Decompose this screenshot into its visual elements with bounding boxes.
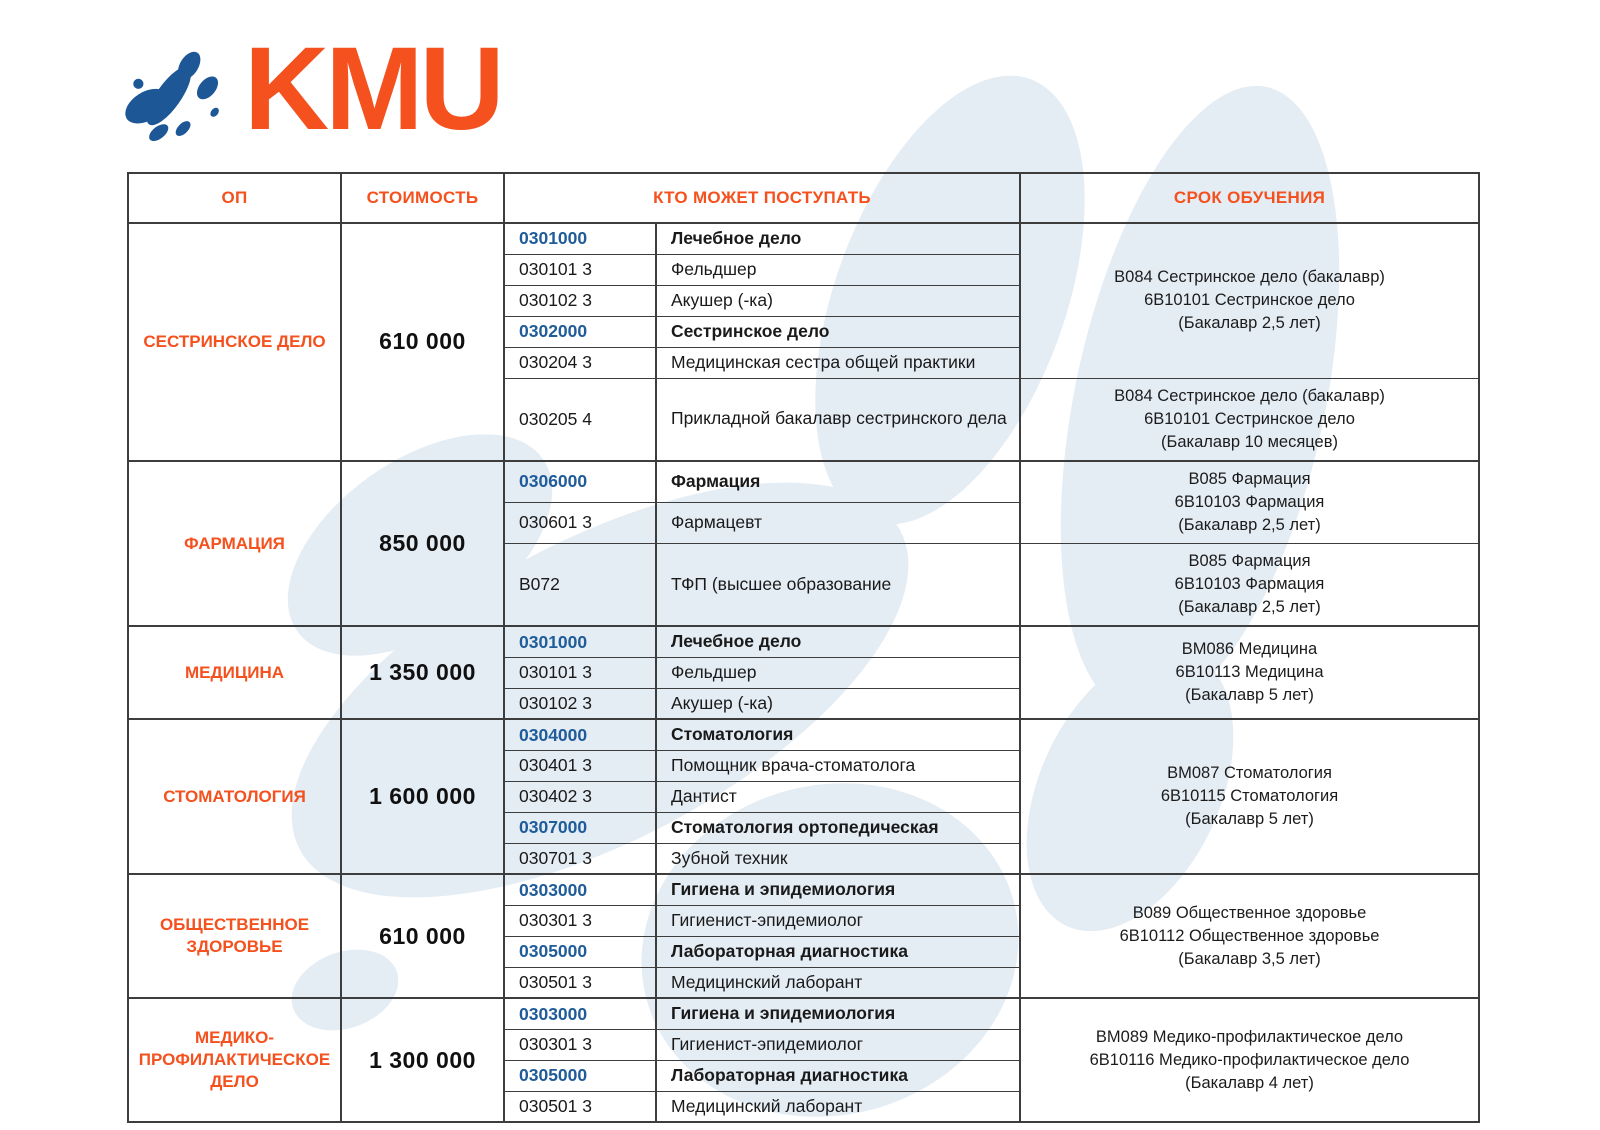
table-row — [128, 223, 1479, 254]
specialty-code-cell: 030501 3 — [504, 967, 656, 998]
column-header-program: ОП — [128, 173, 341, 223]
duration-line: (Бакалавр 2,5 лет) — [1178, 515, 1321, 534]
duration-line: 6B10101 Сестринское дело — [1144, 409, 1355, 428]
table-row — [128, 461, 1479, 502]
duration-line: (Бакалавр 2,5 лет) — [1178, 598, 1321, 617]
specialty-code-cell: 0301000 — [504, 223, 656, 254]
specialty-name-cell: Дантист — [656, 781, 1020, 812]
duration-line: (Бакалавр 5 лет) — [1185, 810, 1314, 829]
duration-line: (Бакалавр 10 месяцев) — [1161, 432, 1338, 451]
tuition-table — [127, 172, 1480, 1123]
duration-cell — [1020, 719, 1479, 874]
specialty-code-cell: 0307000 — [504, 812, 656, 843]
duration-line: B085 Фармация — [1188, 552, 1311, 571]
specialty-code-cell: 030204 3 — [504, 347, 656, 378]
specialty-name-cell: Фармация — [656, 461, 1020, 502]
duration-line: (Бакалавр 3,5 лет) — [1178, 949, 1321, 968]
price-cell: 1 600 000 — [341, 719, 504, 874]
specialty-code-cell: 030101 3 — [504, 657, 656, 688]
specialty-name-cell: Медицинский лаборант — [656, 1091, 1020, 1122]
specialty-name-cell: Зубной техник — [656, 843, 1020, 874]
table-row — [128, 719, 1479, 750]
specialty-code-cell: 0304000 — [504, 719, 656, 750]
duration-line: (Бакалавр 5 лет) — [1185, 686, 1314, 705]
logo-text: KMU — [244, 23, 501, 155]
specialty-code-cell: 0305000 — [504, 1060, 656, 1091]
program-cell: ФАРМАЦИЯ — [128, 461, 341, 627]
specialty-code-cell: 030205 4 — [504, 378, 656, 461]
duration-line: 6B10116 Медико-профилактическое дело — [1089, 1050, 1410, 1069]
specialty-code-cell: B072 — [504, 544, 656, 627]
price-cell: 850 000 — [341, 461, 504, 627]
specialty-name-cell: Медицинский лаборант — [656, 967, 1020, 998]
logo — [116, 23, 501, 155]
table-row — [128, 874, 1479, 905]
duration-line: (Бакалавр 4 лет) — [1185, 1073, 1314, 1092]
specialty-code-cell: 030102 3 — [504, 688, 656, 719]
price-cell: 610 000 — [341, 874, 504, 998]
specialty-code-cell: 030601 3 — [504, 502, 656, 543]
specialty-name-cell: Лечебное дело — [656, 223, 1020, 254]
specialty-name-cell: Фармацевт — [656, 502, 1020, 543]
specialty-name-cell: Гигиена и эпидемиология — [656, 874, 1020, 905]
specialty-code-cell: 0305000 — [504, 936, 656, 967]
specialty-name-cell: Фельдшер — [656, 254, 1020, 285]
specialty-name-cell: Акушер (-ка) — [656, 285, 1020, 316]
specialty-name-cell: Прикладной бакалавр сестринского дела — [656, 378, 1020, 461]
duration-line: 6B10101 Сестринское дело — [1144, 291, 1355, 310]
duration-cell — [1020, 223, 1479, 378]
specialty-code-cell: 0302000 — [504, 316, 656, 347]
duration-cell — [1020, 998, 1479, 1122]
duration-line: B084 Сестринское дело (бакалавр) — [1114, 268, 1385, 287]
duration-line: B085 Фармация — [1188, 469, 1311, 488]
duration-line: 6B10103 Фармация — [1174, 575, 1325, 594]
duration-line: BM086 Медицина — [1181, 640, 1318, 659]
program-cell: СТОМАТОЛОГИЯ — [128, 719, 341, 874]
specialty-name-cell: Акушер (-ка) — [656, 688, 1020, 719]
specialty-name-cell: Фельдшер — [656, 657, 1020, 688]
column-header-duration: СРОК ОБУЧЕНИЯ — [1020, 173, 1479, 223]
specialty-code-cell: 030102 3 — [504, 285, 656, 316]
specialty-name-cell: Помощник врача-стоматолога — [656, 750, 1020, 781]
duration-cell — [1020, 461, 1479, 544]
specialty-code-cell: 0303000 — [504, 998, 656, 1029]
table-header-row — [128, 173, 1479, 223]
specialty-code-cell: 030401 3 — [504, 750, 656, 781]
duration-cell — [1020, 378, 1479, 461]
duration-line: 6B10115 Стоматология — [1160, 787, 1339, 806]
program-cell: ОБЩЕСТВЕННОЕ ЗДОРОВЬЕ — [128, 874, 341, 998]
specialty-code-cell: 030501 3 — [504, 1091, 656, 1122]
logo-splash-icon — [116, 36, 238, 154]
duration-line: BM087 Стоматология — [1167, 764, 1332, 783]
specialty-name-cell: Гигиенист-эпидемиолог — [656, 905, 1020, 936]
specialty-code-cell: 0301000 — [504, 626, 656, 657]
column-header-price: СТОИМОСТЬ — [341, 173, 504, 223]
program-cell: СЕСТРИНСКОЕ ДЕЛО — [128, 223, 341, 461]
specialty-code-cell: 030402 3 — [504, 781, 656, 812]
specialty-code-cell: 030101 3 — [504, 254, 656, 285]
duration-cell — [1020, 626, 1479, 719]
duration-line: BM089 Медико-профилактическое дело — [1095, 1027, 1404, 1046]
specialty-name-cell: Медицинская сестра общей практики — [656, 347, 1020, 378]
duration-line: B084 Сестринское дело (бакалавр) — [1114, 386, 1385, 405]
specialty-name-cell: Стоматология ортопедическая — [656, 812, 1020, 843]
program-cell: МЕДИЦИНА — [128, 626, 341, 719]
specialty-name-cell: Сестринское дело — [656, 316, 1020, 347]
duration-line: 6B10103 Фармация — [1174, 492, 1325, 511]
table-row — [128, 998, 1479, 1029]
price-cell: 610 000 — [341, 223, 504, 461]
table-row — [128, 626, 1479, 657]
specialty-name-cell: Гигиена и эпидемиология — [656, 998, 1020, 1029]
specialty-code-cell: 030701 3 — [504, 843, 656, 874]
specialty-name-cell: Стоматология — [656, 719, 1020, 750]
specialty-name-cell: Гигиенист-эпидемиолог — [656, 1029, 1020, 1060]
column-header-who: КТО МОЖЕТ ПОСТУПАТЬ — [504, 173, 1020, 223]
duration-cell — [1020, 544, 1479, 627]
specialty-code-cell: 0306000 — [504, 461, 656, 502]
specialty-code-cell: 030301 3 — [504, 905, 656, 936]
program-cell: МЕДИКО-ПРОФИЛАКТИЧЕСКОЕ ДЕЛО — [128, 998, 341, 1122]
price-cell: 1 300 000 — [341, 998, 504, 1122]
specialty-name-cell: Лабораторная диагностика — [656, 936, 1020, 967]
duration-line: B089 Общественное здоровье — [1132, 903, 1367, 922]
specialty-name-cell: Лечебное дело — [656, 626, 1020, 657]
duration-line: (Бакалавр 2,5 лет) — [1178, 314, 1321, 333]
specialty-code-cell: 030301 3 — [504, 1029, 656, 1060]
duration-line: 6B10112 Общественное здоровье — [1119, 926, 1380, 945]
price-cell: 1 350 000 — [341, 626, 504, 719]
duration-line: 6B10113 Медицина — [1175, 663, 1324, 682]
specialty-code-cell: 0303000 — [504, 874, 656, 905]
specialty-name-cell: ТФП (высшее образование — [656, 544, 1020, 627]
duration-cell — [1020, 874, 1479, 998]
specialty-name-cell: Лабораторная диагностика — [656, 1060, 1020, 1091]
